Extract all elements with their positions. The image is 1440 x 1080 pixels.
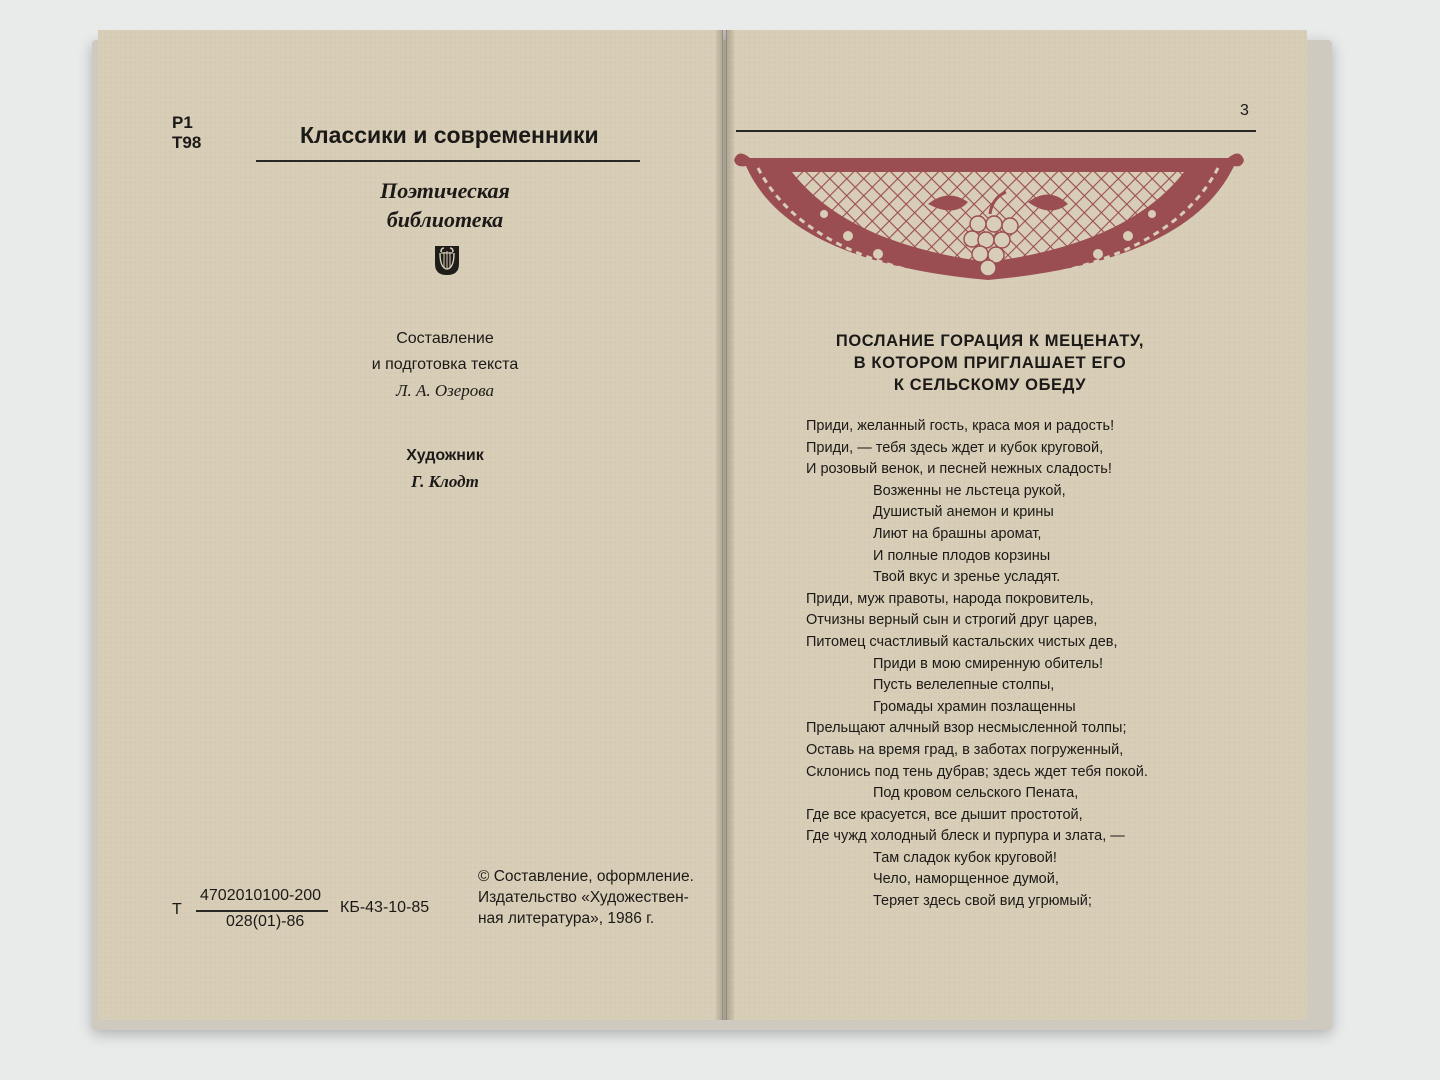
poem-line: Прельщают алчный взор несмысленной толпы; — [806, 720, 1127, 737]
grape-basket-ornament — [728, 144, 1248, 294]
library-line-2: библиотека — [386, 207, 504, 232]
poem-title-line-3: К СЕЛЬСКОМУ ОБЕДУ — [893, 376, 1087, 394]
artist-credit — [330, 443, 560, 495]
imprint-numerator: 4702010100-200 — [200, 887, 322, 904]
imprint-denominator: 028(01)-86 — [226, 913, 305, 930]
artist-name: Г. Клодт — [411, 472, 479, 491]
poem-line: Где чужд холодный блеск и пурпура и злата, — — [806, 828, 1125, 845]
copyright-line-1: © Составление, оформление. — [478, 868, 694, 885]
poem-line: Там сладок кубок круговой! — [873, 849, 1057, 866]
imprint-fraction-rule — [196, 910, 328, 912]
poem-title-line-1: ПОСЛАНИЕ ГОРАЦИЯ К МЕЦЕНАТУ, — [835, 332, 1145, 350]
poem-body — [806, 416, 1226, 913]
poem-line: Под кровом сельского Пената, — [873, 785, 1079, 802]
header-rule — [736, 130, 1256, 132]
poem-title — [790, 330, 1190, 396]
poem-line: Приди, муж правоты, народа покровитель, — [806, 590, 1094, 607]
poem-line: Громады храмин позлащенны — [873, 698, 1076, 715]
poem-line: Лиют на брашны аромат, — [873, 525, 1042, 542]
poem-line: Теряет здесь свой вид угрюмый; — [873, 893, 1092, 910]
compiler-role-line-2: и подготовка текста — [371, 356, 519, 373]
compiler-name: Л. А. Озерова — [395, 381, 495, 400]
library-title — [360, 176, 530, 234]
series-rule — [256, 160, 640, 162]
imprint-code: КБ-43-10-85 — [340, 899, 430, 916]
class-code-2: Т98 — [172, 133, 202, 152]
page-number: 3 — [1240, 102, 1249, 119]
poem-title-line-2: В КОТОРОМ ПРИГЛАШАЕТ ЕГО — [853, 354, 1127, 372]
compiler-credit — [330, 326, 560, 404]
artist-role: Художник — [406, 447, 484, 464]
lyre-icon — [432, 244, 462, 276]
copyright-line-2: Издательство «Художествен- — [478, 889, 689, 906]
poem-line: И полные плодов корзины — [873, 547, 1051, 564]
imprint-prefix: Т — [172, 901, 182, 918]
series-title: Классики и современники — [300, 122, 599, 148]
poem-line: Приди в мою смиренную обитель! — [873, 655, 1104, 672]
poem-line: Твой вкус и зренье усладят. — [873, 569, 1061, 586]
poem-line: Пусть велелепные столпы, — [873, 677, 1055, 694]
poem-line: Отчизны верный сын и строгий друг царев, — [806, 612, 1098, 629]
library-line-1: Поэтическая — [380, 178, 510, 203]
poem-line: Оставь на время град, в заботах погруженный, — [806, 741, 1124, 758]
poem-line: Питомец счастливый кастальских чистых дев, — [806, 633, 1118, 650]
class-code-1: Р1 — [172, 113, 193, 132]
poem-line: Душистый анемон и крины — [873, 504, 1054, 521]
poem-line: Приди, желанный гость, краса моя и радость! — [806, 418, 1115, 434]
poem-line: Возженны не льстеца рукой, — [873, 482, 1066, 499]
compiler-role-line-1: Составление — [396, 330, 494, 347]
poem-line: И розовый венок, и песней нежных сладость! — [806, 461, 1112, 478]
poem-line: Приди, — тебя здесь ждет и кубок круговой, — [806, 439, 1104, 456]
copyright-notice — [478, 866, 718, 929]
copyright-line-3: ная литература», 1986 г. — [478, 910, 655, 927]
poem-line: Чело, наморщенное думой, — [873, 871, 1059, 888]
poem-line: Где все красуется, все дышит простотой, — [806, 806, 1083, 823]
poem-line: Склонись под тень дубрав; здесь ждет тебя покой. — [806, 763, 1148, 780]
